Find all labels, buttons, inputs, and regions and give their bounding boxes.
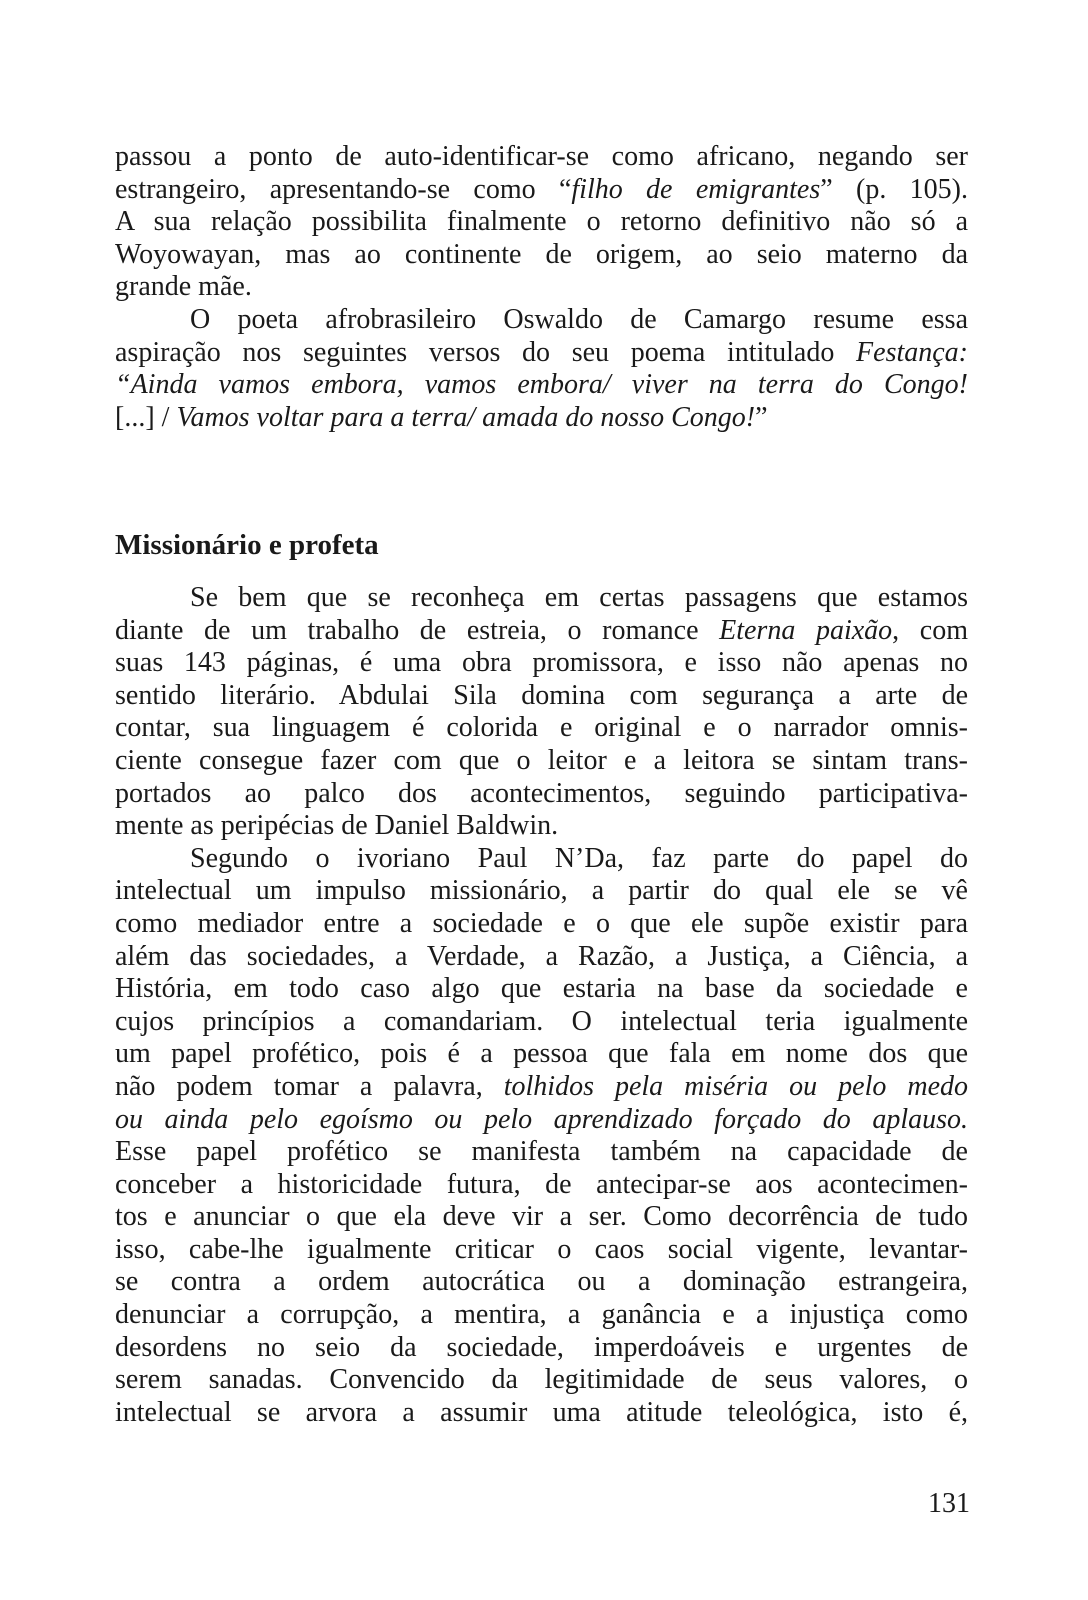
text-run: Segundo o ivoriano Paul N’Da, faz parte do papel do (190, 842, 968, 874)
text-line (115, 1104, 968, 1137)
italic-text: Festança: (856, 336, 968, 368)
text-run: se contra a ordem autocrática ou a dominação estrangeira, (115, 1266, 968, 1298)
text-run: além das sociedades, a Verdade, a Razão, a Justiça, a Ciência, a (115, 940, 968, 972)
italic-text: Vamos voltar para a terra/ amada do nosso Congo! (176, 401, 756, 433)
page-number: 131 (928, 1488, 970, 1519)
text-run: História, em todo caso algo que estaria na base da sociedade e (115, 973, 968, 1005)
text-run: intelectual se arvora a assumir uma atitude teleológica, isto é, (115, 1396, 968, 1428)
text-run: diante de um trabalho de estreia, o romance (115, 614, 720, 646)
text-run: isso, cabe-lhe igualmente criticar o caos social vigente, levantar- (115, 1233, 968, 1265)
text-line (115, 337, 968, 370)
text-line (115, 1299, 968, 1332)
text-line (115, 1169, 968, 1202)
text-run: cujos princípios a comandariam. O intelectual teria igualmente (115, 1005, 968, 1037)
text-run: contar, sua linguagem é colorida e original e o narrador omnis- (115, 712, 968, 744)
text-line (115, 810, 968, 843)
text-run: Se bem que se reconheça em certas passagens que estamos (190, 582, 968, 613)
text-line (115, 778, 968, 811)
text-run: não podem tomar a palavra, (115, 1070, 504, 1102)
text-line (115, 1234, 968, 1267)
text-run: ciente consegue fazer com que o leitor e a leitora se sintam trans- (115, 744, 968, 776)
text-line (115, 369, 968, 402)
text-run: conceber a historicidade futura, de antecipar-se aos acontecimen- (115, 1168, 968, 1200)
text-run: um papel profético, pois é a pessoa que fala em nome dos que (115, 1038, 968, 1070)
text-line (115, 141, 968, 174)
text-run: estrangeiro, apresentando-se como “ (115, 173, 572, 205)
text-run: Woyowayan, mas ao continente de origem, ao seio materno da (115, 238, 968, 270)
text-line (115, 615, 968, 648)
text-line (115, 908, 968, 941)
text-line (115, 973, 968, 1006)
section-heading: Missionário e profeta (115, 529, 379, 561)
text-run: mente as peripécias de Daniel Baldwin. (115, 810, 559, 842)
italic-text: Eterna paixão (719, 614, 893, 646)
text-run: portados ao palco dos acontecimentos, seguindo participativa- (115, 777, 968, 809)
text-run: sentido literário. Abdulai Sila domina com segurança a arte de (115, 679, 968, 711)
text-run: passou a ponto de auto-identificar-se como africano, negando ser (115, 141, 968, 172)
text-line (115, 1266, 968, 1299)
text-line (115, 1201, 968, 1234)
text-run: O poeta afrobrasileiro Oswaldo de Camargo resume essa (190, 303, 968, 335)
text-run: desordens no seio da sociedade, imperdoáveis e urgentes de (115, 1331, 968, 1363)
text-run: intelectual um impulso missionário, a partir do qual ele se vê (115, 875, 968, 907)
text-line (115, 402, 968, 435)
text-line (115, 680, 968, 713)
text-run: serem sanadas. Convencido da legitimidade de seus valores, o (115, 1364, 968, 1396)
text-line (115, 941, 968, 974)
text-line (115, 1038, 968, 1071)
text-run: denunciar a corrupção, a mentira, a ganância e a injustiça como (115, 1299, 968, 1331)
text-line (115, 1397, 968, 1430)
text-line (115, 1071, 968, 1104)
text-line (115, 174, 968, 207)
text-run: ” (p. 105). (820, 173, 968, 205)
text-line (115, 1006, 968, 1039)
text-line (115, 712, 968, 745)
text-line (115, 875, 968, 908)
text-run: grande mãe. (115, 271, 252, 303)
text-run: suas 143 páginas, é uma obra promissora, e isso não apenas no (115, 647, 968, 679)
text-line (115, 647, 968, 680)
text-line (115, 1332, 968, 1365)
italic-text: ou ainda pelo egoísmo ou pelo aprendizado forçado do aplauso. (115, 1103, 968, 1135)
text-line (115, 239, 968, 272)
text-line (115, 1364, 968, 1397)
italic-text: tolhidos pela miséria ou pelo medo (503, 1070, 968, 1102)
text-run: Esse papel profético se manifesta também na capacidade de (115, 1136, 968, 1168)
text-run: como mediador entre a sociedade e o que ele supõe existir para (115, 907, 968, 939)
text-run: , com (892, 614, 968, 646)
italic-text: “Ainda vamos embora, vamos embora/ viver na terra do Congo! (115, 369, 968, 401)
text-run: [...] / (115, 401, 177, 433)
text-run: tos e anunciar o que ela deve vir a ser. Como decorrência de tudo (115, 1201, 968, 1233)
text-line (115, 843, 968, 876)
paragraphs-section-2 (115, 582, 968, 1429)
text-line (115, 745, 968, 778)
text-line (115, 206, 968, 239)
text-run: ” (755, 401, 768, 433)
text-line (115, 304, 968, 337)
italic-text: filho de emigrantes (571, 173, 821, 205)
text-run: aspiração nos seguintes versos do seu poema intitulado (115, 336, 857, 368)
text-line (115, 582, 968, 615)
text-line (115, 1136, 968, 1169)
text-line (115, 271, 968, 304)
text-run: A sua relação possibilita finalmente o retorno definitivo não só a (115, 206, 968, 238)
paragraphs-section-1 (115, 141, 968, 434)
